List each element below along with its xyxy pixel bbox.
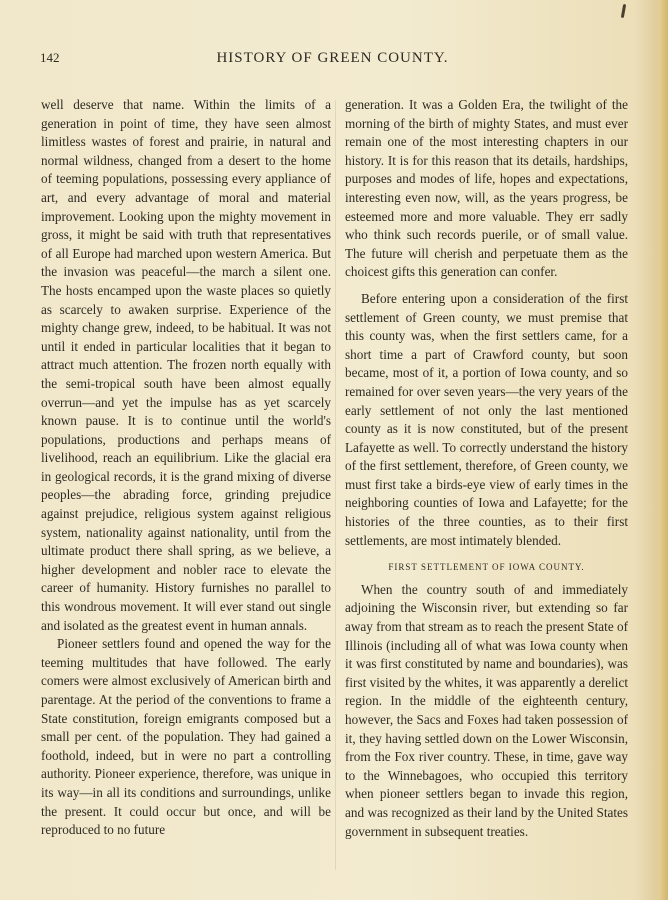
left-column <box>41 96 331 840</box>
paragraph: When the country south of and immediately adjoining the Wisconsin river, but extending so far away from that stream as to reach the present State of Illinois (including all of what was Iowa county when it was first constituted by name and boundaries), was first visited by the whites, it was apparently a derelict region. In the middle of the eighteenth century, however, the Sacs and Foxes had taken possession of it, they having settled down on the Lower Wisconsin, from the Fox river country. These, in time, gave way to the Winnebagoes, who occupied this territory when pioneer settlers began to invade this region, and was recognized as their land by the United States government in subsequent treaties. <box>345 581 628 839</box>
page-title: HISTORY OF GREEN COUNTY. <box>216 50 449 66</box>
right-column <box>345 96 628 841</box>
page-edge <box>658 0 668 900</box>
running-header <box>40 50 625 70</box>
paragraph: well deserve that name. Within the limits of a generation in point of time, they have seen almost limitless wastes of forest and prairie, in natural and normal wildness, changed from a desert to the home of teeming populations, possessing every appliance of art, and every advantage of moral and material improvement. Looking upon the mighty movement in gross, it might be said with truth that representatives of all Europe had marched upon western America. But the invasion was peaceful—the march a silent one. The hosts encamped upon the waste places so quietly as scarcely to awaken surprise. Experience of the mighty change grew, indeed, to be habitual. It was not until it ended in particular localities that it began to attract much attention. The frozen north equally with the semi-tropical south have been almost equally overrun—and yet the impulse has as yet scarcely known pause. It is to continue until the world's populations, productions and perhaps means of livelihood, reach an equilibrium. Like the glacial era in geological records, it is the grand mixing of diverse peoples—the abrading force, grinding prejudice against prejudice, religious system against religious system, nationality against nationality, until from the ultimate product there shall spring, as we believe, a higher development and nobler race to elevate the career of humanity. History furnishes no parallel to this wondrous movement. It will ever stand out single and isolated as the greatest event in human annals. <box>41 97 331 633</box>
page-number: 142 <box>40 50 60 65</box>
paragraph: Before entering upon a consideration of the first settlement of Green county, we must premise that this county was, when the first settlers came, for a short time a part of Crawford county, but soon became, most of it, a portion of Iowa county, and so remained for over seven years—the very years of the early settlement of not only the last mentioned county as it is now constituted, but of the present Lafayette as well. To correctly understand the history of the first settlement, therefore, of Green county, we must first take a birds-eye view of early times in the neighboring counties of Iowa and Lafayette; for the histories of the three counties, as to their first settlements, are most intimately blended. <box>345 290 628 548</box>
section-heading: FIRST SETTLEMENT OF IOWA COUNTY. <box>388 562 585 573</box>
paragraph: generation. It was a Golden Era, the twilight of the morning of the birth of mighty States, and must ever remain one of the most interesting chapters in our history. It is for this reason that its details, hardships, purposes and modes of life, hopes and expectations, interesting even now, will, as the years progress, be esteemed more and more valuable. They err sadly who think such records puerile, or of small value. The future will cherish and perpetuate them as the choicest gifts this generation can confer. <box>345 97 628 280</box>
ink-mark <box>621 4 626 18</box>
column-divider <box>335 100 336 870</box>
paragraph: Pioneer settlers found and opened the way for the teeming multitudes that have followed. The early comers were almost exclusively of American birth and parentage. At the period of the conventions to frame a State constitution, foreign emigrants composed but a small per cent. of the population. They had gained a foothold, indeed, but in were no part a controlling authority. Pioneer experience, therefore, was unique in its way—in all its conditions and surroundings, unlike the present. It could occur but once, and will be reproduced to no future <box>41 636 331 838</box>
